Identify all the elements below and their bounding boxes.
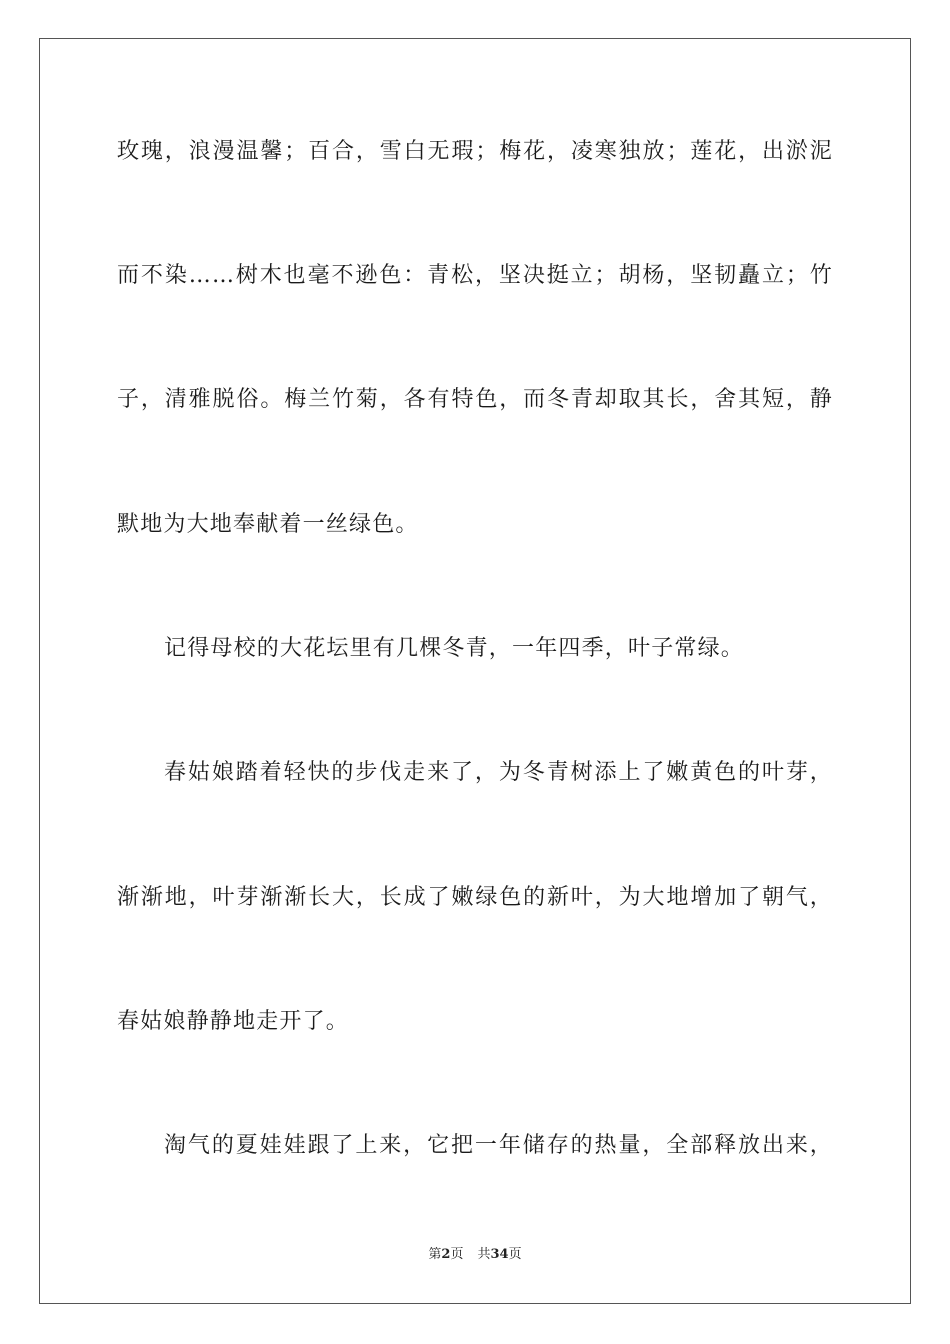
total-pages: 34 [490, 1247, 509, 1262]
total-suffix: 页 [508, 1247, 522, 1262]
total-prefix: 共 [477, 1247, 491, 1262]
page-number: 2 [441, 1247, 451, 1262]
text-line-7: 渐渐地，叶芽渐渐长大，长成了嫩绿色的新叶，为大地增加了朝气， [117, 885, 833, 910]
text-line-6: 春姑娘踏着轻快的步伐走来了，为冬青树添上了嫩黄色的叶芽， [164, 760, 833, 785]
text-line-4: 默地为大地奉献着一丝绿色。 [117, 512, 419, 537]
page-border [39, 38, 911, 1304]
page-footer [0, 1246, 950, 1264]
text-line-1: 玫瑰，浪漫温馨；百合，雪白无瑕；梅花，凌寒独放；莲花，出淤泥 [117, 139, 833, 164]
text-line-5: 记得母校的大花坛里有几棵冬青，一年四季，叶子常绿。 [164, 636, 745, 661]
text-line-2: 而不染……树木也毫不逊色：青松，坚决挺立；胡杨，坚韧矗立；竹 [117, 263, 833, 288]
text-line-8: 春姑娘静静地走开了。 [117, 1009, 350, 1034]
text-line-9: 淘气的夏娃娃跟了上来，它把一年储存的热量，全部释放出来， [164, 1133, 833, 1158]
text-line-3: 子，清雅脱俗。梅兰竹菊，各有特色，而冬青却取其长，舍其短，静 [117, 387, 833, 412]
page-prefix: 第 [428, 1247, 442, 1262]
page-suffix: 页 [450, 1247, 464, 1262]
